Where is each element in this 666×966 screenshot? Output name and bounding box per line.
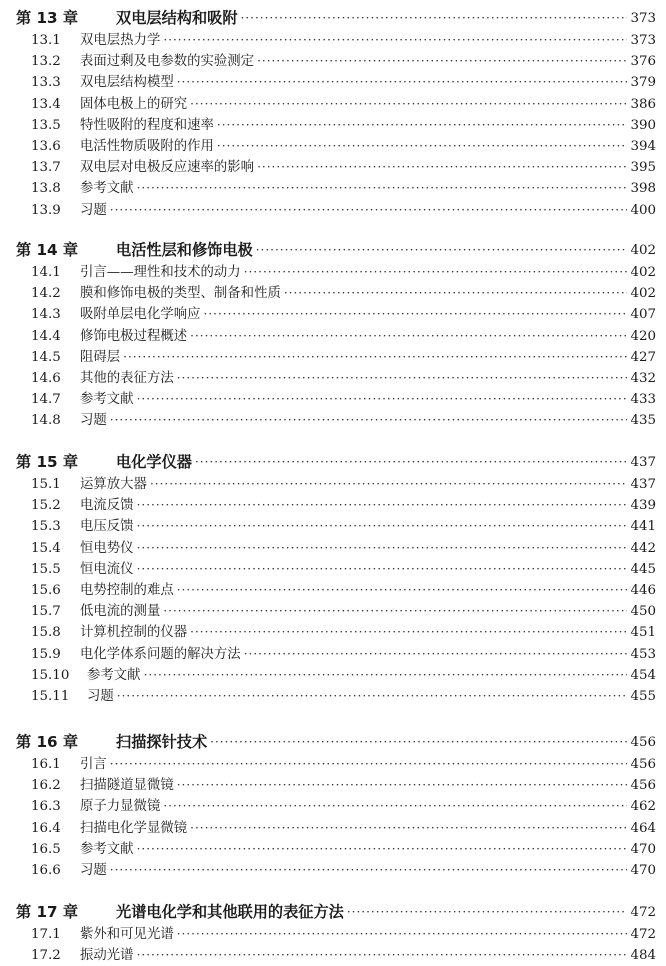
dot-leader (110, 860, 628, 881)
section-number: 16.5 (31, 841, 61, 857)
dot-leader (163, 601, 627, 622)
section-page-number: 470 (630, 841, 656, 857)
section-title: 双电层结构模型 (80, 75, 174, 91)
section-number: 14.3 (31, 307, 61, 323)
section-number: 14.4 (31, 328, 61, 344)
section-title: 引言——理性和技术的动力 (80, 265, 241, 280)
section-title: 表面过剩及电参数的实验测定 (80, 54, 255, 70)
chapter-page-number: 373 (630, 11, 656, 26)
section-title: 双电层对电极反应速率的影响 (80, 160, 255, 176)
section-title: 阻碍层 (80, 349, 121, 365)
section-page-number: 445 (630, 561, 656, 577)
chapter-heading[interactable] (0, 452, 666, 473)
section-page-number: 376 (630, 54, 656, 70)
dot-leader (137, 495, 628, 516)
section-title: 参考文献 (80, 841, 134, 857)
section-title: 低电流的测量 (80, 604, 161, 620)
dot-leader (217, 115, 628, 136)
dot-leader (244, 644, 628, 665)
dot-leader (137, 839, 628, 860)
section-entry[interactable] (0, 72, 666, 93)
section-number: 15.3 (31, 519, 61, 535)
section-title: 电活性物质吸附的作用 (80, 139, 214, 154)
dot-leader (150, 474, 627, 495)
section-title: 修饰电极过程概述 (80, 328, 188, 344)
dot-leader (144, 665, 628, 686)
section-entry[interactable] (0, 754, 666, 775)
section-entry[interactable] (0, 945, 666, 966)
section-entry[interactable] (0, 283, 666, 304)
section-number: 17.2 (31, 948, 61, 964)
dot-leader (256, 240, 628, 261)
section-entry[interactable] (0, 924, 666, 945)
section-number: 15.6 (31, 583, 61, 598)
section-entry[interactable] (0, 200, 666, 221)
section-page-number: 395 (630, 160, 656, 176)
section-entry[interactable] (0, 622, 666, 643)
section-entry[interactable] (0, 474, 666, 495)
section-page-number: 398 (630, 181, 656, 197)
chapter-title: 扫描探针技术 (116, 733, 208, 751)
section-title: 扫描电化学显微镜 (80, 820, 188, 836)
section-number: 15.8 (31, 625, 61, 641)
dot-leader (177, 775, 628, 796)
dot-leader (110, 754, 628, 775)
section-entry[interactable] (0, 559, 666, 580)
section-entry[interactable] (0, 178, 666, 199)
section-page-number: 472 (630, 927, 656, 942)
section-number: 15.7 (31, 604, 61, 620)
section-entry[interactable] (0, 516, 666, 537)
dot-leader (244, 262, 628, 283)
section-entry[interactable] (0, 665, 666, 686)
dot-leader (257, 157, 627, 178)
section-entry[interactable] (0, 368, 666, 389)
section-title: 引言 (80, 757, 107, 772)
dot-leader (163, 796, 627, 817)
chapter-page-number: 402 (630, 243, 656, 258)
section-number: 13.7 (31, 160, 61, 176)
section-title: 习题 (80, 202, 107, 218)
chapter-page-number: 472 (630, 905, 656, 920)
chapter-number: 第 17 章 (16, 903, 79, 921)
section-number: 13.2 (31, 54, 61, 70)
dot-leader (137, 538, 628, 559)
dot-leader (137, 559, 628, 580)
section-entry[interactable] (0, 538, 666, 559)
section-title: 习题 (80, 863, 107, 878)
dot-leader (177, 368, 628, 389)
section-number: 15.11 (31, 689, 70, 704)
section-title: 参考文献 (87, 667, 141, 683)
section-page-number: 390 (630, 117, 656, 133)
chapter-heading[interactable] (0, 902, 666, 923)
section-page-number: 437 (630, 477, 656, 492)
section-title: 习题 (80, 413, 107, 429)
section-title: 恒电流仪 (80, 561, 134, 577)
section-title: 参考文献 (80, 181, 134, 197)
section-page-number: 462 (630, 799, 656, 815)
section-number: 14.1 (31, 265, 61, 280)
section-entry[interactable] (0, 94, 666, 115)
section-entry[interactable] (0, 304, 666, 325)
section-number: 16.1 (31, 757, 61, 772)
dot-leader (190, 326, 627, 347)
dot-leader (137, 178, 628, 199)
section-number: 16.6 (31, 863, 61, 878)
section-number: 15.5 (31, 561, 61, 577)
section-page-number: 450 (630, 604, 656, 620)
section-page-number: 394 (630, 139, 656, 154)
section-page-number: 455 (630, 689, 656, 704)
dot-leader (241, 8, 628, 29)
section-page-number: 427 (630, 349, 656, 365)
section-number: 14.5 (31, 349, 61, 365)
section-number: 16.2 (31, 778, 61, 794)
section-title: 双电层热力学 (80, 33, 161, 48)
section-page-number: 386 (630, 96, 656, 112)
section-page-number: 407 (630, 307, 656, 323)
section-number: 15.1 (31, 477, 61, 492)
section-page-number: 451 (630, 625, 656, 641)
section-number: 17.1 (31, 927, 61, 942)
section-entry[interactable] (0, 157, 666, 178)
section-page-number: 373 (630, 33, 656, 48)
section-title: 电化学体系问题的解决方法 (80, 646, 241, 662)
section-number: 15.4 (31, 540, 61, 556)
section-title: 习题 (87, 689, 114, 704)
chapter-page-number: 456 (630, 735, 656, 750)
section-title: 参考文献 (80, 392, 134, 408)
section-entry[interactable] (0, 818, 666, 839)
section-title: 紫外和可见光谱 (80, 927, 174, 942)
section-entry[interactable] (0, 115, 666, 136)
section-title: 计算机控制的仪器 (80, 625, 188, 641)
section-entry[interactable] (0, 644, 666, 665)
section-title: 恒电势仪 (80, 540, 134, 556)
section-entry[interactable] (0, 326, 666, 347)
chapter-page-number: 437 (630, 455, 656, 470)
section-title: 膜和修饰电极的类型、制备和性质 (80, 286, 281, 302)
dot-leader (257, 51, 627, 72)
dot-leader (177, 580, 628, 601)
section-entry[interactable] (0, 51, 666, 72)
section-page-number: 402 (630, 286, 656, 302)
section-entry[interactable] (0, 389, 666, 410)
section-number: 15.10 (31, 667, 70, 683)
dot-leader (110, 200, 628, 221)
section-page-number: 456 (630, 778, 656, 794)
section-title: 振动光谱 (80, 948, 134, 964)
dot-leader (117, 686, 628, 707)
chapter-title: 双电层结构和吸附 (116, 9, 238, 27)
section-entry[interactable] (0, 839, 666, 860)
section-entry[interactable] (0, 136, 666, 157)
dot-leader (217, 136, 628, 157)
dot-leader (210, 732, 627, 753)
chapter-heading[interactable] (0, 240, 666, 261)
dot-leader (137, 389, 628, 410)
section-title: 电势控制的难点 (80, 583, 174, 598)
section-entry[interactable] (0, 410, 666, 431)
section-page-number: 446 (630, 583, 656, 598)
dot-leader (177, 72, 628, 93)
section-page-number: 454 (630, 667, 656, 683)
chapter-number: 第 15 章 (16, 453, 79, 471)
section-title: 固体电极上的研究 (80, 96, 188, 112)
chapter-heading[interactable] (0, 8, 666, 29)
section-page-number: 439 (630, 498, 656, 514)
chapter-heading[interactable] (0, 732, 666, 753)
section-title: 电流反馈 (80, 498, 134, 514)
section-entry[interactable] (0, 796, 666, 817)
section-entry[interactable] (0, 860, 666, 881)
dot-leader (190, 94, 627, 115)
chapter-number: 第 13 章 (16, 9, 79, 27)
chapter-number: 第 16 章 (16, 733, 79, 751)
section-number: 14.8 (31, 413, 61, 429)
section-number: 14.7 (31, 392, 61, 408)
section-entry[interactable] (0, 262, 666, 283)
section-number: 15.2 (31, 498, 61, 514)
section-number: 15.9 (31, 646, 61, 662)
section-page-number: 442 (630, 540, 656, 556)
section-page-number: 441 (630, 519, 656, 535)
dot-leader (190, 818, 627, 839)
section-page-number: 453 (630, 646, 656, 662)
section-title: 运算放大器 (80, 477, 147, 492)
section-entry[interactable] (0, 30, 666, 51)
section-number: 14.6 (31, 371, 61, 386)
section-title: 电压反馈 (80, 519, 134, 535)
section-page-number: 484 (630, 948, 656, 964)
section-number: 13.4 (31, 96, 61, 112)
section-number: 14.2 (31, 286, 61, 302)
dot-leader (177, 924, 628, 945)
dot-leader (347, 902, 628, 923)
section-title: 特性吸附的程度和速率 (80, 117, 214, 133)
section-page-number: 456 (630, 757, 656, 772)
chapter-title: 电化学仪器 (116, 453, 192, 471)
section-number: 13.5 (31, 117, 61, 133)
section-number: 16.4 (31, 820, 61, 836)
dot-leader (284, 283, 628, 304)
dot-leader (137, 945, 628, 966)
dot-leader (110, 410, 628, 431)
chapter-title: 光谱电化学和其他联用的表征方法 (116, 903, 344, 921)
section-page-number: 470 (630, 863, 656, 878)
section-page-number: 402 (630, 265, 656, 280)
section-title: 扫描隧道显微镜 (80, 778, 174, 794)
section-page-number: 379 (630, 75, 656, 91)
section-title: 吸附单层电化学响应 (80, 307, 201, 323)
section-entry[interactable] (0, 686, 666, 707)
section-entry[interactable] (0, 601, 666, 622)
section-number: 16.3 (31, 799, 61, 815)
dot-leader (190, 622, 627, 643)
section-number: 13.8 (31, 181, 61, 197)
dot-leader (204, 304, 628, 325)
section-number: 13.6 (31, 139, 61, 154)
section-title: 原子力显微镜 (80, 799, 161, 815)
section-page-number: 420 (630, 328, 656, 344)
section-page-number: 433 (630, 392, 656, 408)
chapter-number: 第 14 章 (16, 241, 79, 259)
section-number: 13.1 (31, 33, 61, 48)
section-entry[interactable] (0, 580, 666, 601)
section-page-number: 432 (630, 371, 656, 386)
dot-leader (123, 347, 627, 368)
dot-leader (195, 452, 628, 473)
section-entry[interactable] (0, 347, 666, 368)
section-page-number: 464 (630, 820, 656, 836)
dot-leader (137, 516, 628, 537)
section-page-number: 435 (630, 413, 656, 429)
section-number: 13.3 (31, 75, 61, 91)
dot-leader (163, 30, 627, 51)
section-number: 13.9 (31, 202, 61, 218)
section-entry[interactable] (0, 775, 666, 796)
section-title: 其他的表征方法 (80, 371, 174, 386)
chapter-title: 电活性层和修饰电极 (116, 241, 253, 259)
section-page-number: 400 (630, 202, 656, 218)
section-entry[interactable] (0, 495, 666, 516)
